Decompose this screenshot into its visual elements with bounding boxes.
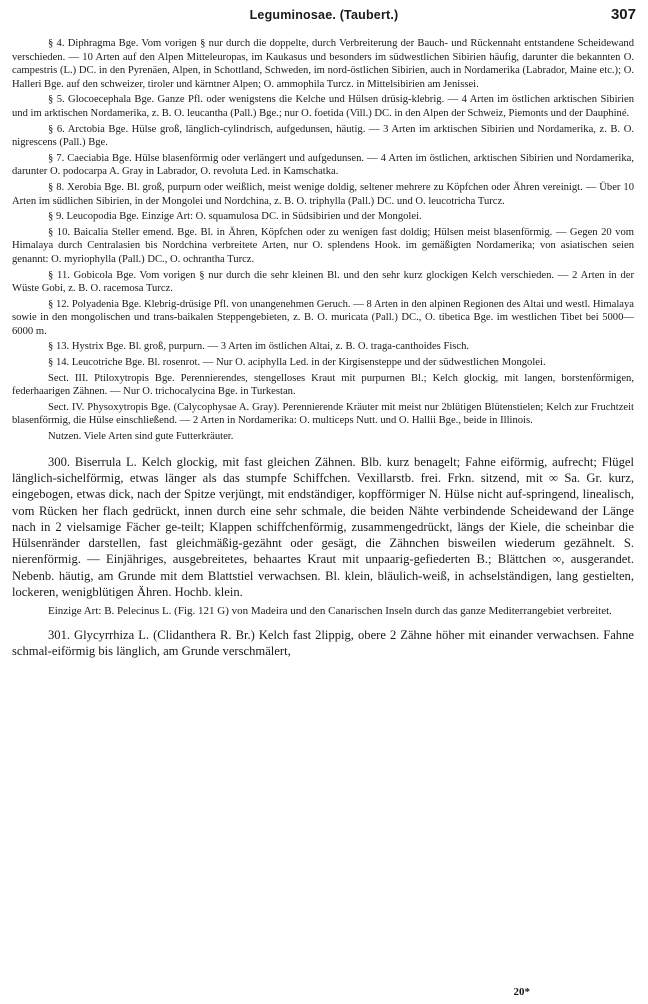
running-title: Leguminosae. (Taubert.): [249, 8, 399, 22]
genus-entry-biserrula: 300. Biserrula L. Kelch glockig, mit fast gleichen Zähnen. Blb. kurz benagelt; Fahne eiförmig, aufrecht; Flügel länglich-sichelförmig, etwas länger als das stumpfe Schiffchen. Vexillarstb. frei. Frkn. sitzend, mit ∞ Sa. Gr. kurz, eingebogen, etwas dick, nach der Spitze verjüngt, mit endständiger, kopfförmiger N. Hülse nicht auf-springend, linealisch, vom Rücken her flach gedrückt, innen durch eine sehr schmale, die beiden Nähte verbindende Scheidewand der Länge nach in 2 vielsamige Fächer ge-teilt; Klappen schiffchenförmig, zusammengedrückt, längs der Kiele, die scheinbar die Hülsenränder darstellen, fast gleichmäßig-gezähnt oder gesägt, die Zähnchen bisweilen wiederum gezähnelt. S. nierenförmig. — Einjähriges, ausgebreitetes, behaartes Kraut mit unpaarig-gefiederten B.; Blättchen ∞, ausgerandet. Nebenb. häutig, am Grunde mit dem Blattstiel verwachsen. Bl. klein, bläulich-weiß, in achselständigen, lang gestielten, lockeren, wenigblütigen Ähren. Hochb. klein.: [12, 454, 634, 599]
page-body: [12, 37, 634, 659]
paragraph-nutzen: Nutzen. Viele Arten sind gute Futterkräuter.: [48, 431, 234, 443]
paragraph-section-5: § 5. Glocoecephala Bge. Ganze Pfl. oder wenigstens die Kelche und Hülsen drüsig-klebrig. — 4 Arten im östlichen arktischen Sibirien und im arktischen Nordamerika, z. B. O. leucantha (Pall.) Bge.; nur O. foetida (Vill.) DC. in den Alpen der Schweiz, Piemonts und der Dauphiné.: [12, 94, 634, 119]
page-number: 307: [610, 6, 636, 23]
paragraph-section-4: § 4. Diphragma Bge. Vom vorigen § nur durch die doppelte, durch Verbreiterung der Bauch- und Rückennaht entstandene Scheidewand verschieden. — 10 Arten auf den Alpen Mitteleuropas, im Kaukasus und besonders im südwestlichen Sibirien häufig, darunter die bekannten O. campestris (L.) DC. in den Pyrenäen, Alpen, in Schottland, Schweden, im nord-östlichen Sibirien, auch in Nordamerika (Labrador, Maine etc.); O. Halleri Bge. auf den schweizer, tiroler und kärntner Alpen; O. ammophila Turcz. in Mittelsibirien am Jenissei.: [12, 38, 634, 90]
paragraph-section-12: § 12. Polyadenia Bge. Klebrig-drüsige Pfl. von unangenehmen Geruch. — 8 Arten in den alpinen Regionen des Altai und westl. Himalaya sowie in den mongolischen und trans-baikalen Steppengebieten, z. B. O. muricata (Pall.) DC., O. tibetica Bge. im westlichen Tibet bei 5000—6000 m.: [12, 298, 634, 337]
paragraph-section-14: § 14. Leucotriche Bge. Bl. rosenrot. — Nur O. aciphylla Led. in der Kirgisensteppe und der südwestlichen Mongolei.: [48, 357, 546, 369]
biserrula-species-note: Einzige Art: B. Pelecinus L. (Fig. 121 G) von Madeira und den Canarischen Inseln durch das ganze Mediterrangebiet verbreitet.: [48, 605, 612, 618]
paragraph-section-9: § 9. Leucopodia Bge. Einzige Art: O. squamulosa DC. in Südsibirien und der Mongolei.: [48, 211, 422, 223]
paragraph-sect-4: Sect. IV. Physoxytropis Bge. (Calycophysae A. Gray). Perennierende Kräuter mit meist nur 2blütigen Blütenstielen; Kelch zur Fruchtzeit blasenförmig, die Hülse einschließend. — 2 Arten in Nordamerika: O. multiceps Nutt. und O. Hallii Bge., beide in Illinois.: [12, 401, 634, 427]
running-header: [8, 4, 640, 26]
genus-entry-glycyrrhiza: 301. Glycyrrhiza L. (Clidanthera R. Br.) Kelch fast 2lippig, obere 2 Zähne höher mit einander verwachsen. Fahne schmal-eiförmig bis länglich, am Grunde verschmälert,: [12, 627, 634, 659]
paragraph-section-13: § 13. Hystrix Bge. Bl. groß, purpurn. — 3 Arten im östlichen Altai, z. B. O. traga-canthoides Fisch.: [48, 341, 470, 353]
paragraph-section-11: § 11. Gobicola Bge. Vom vorigen § nur durch die sehr kleinen Bl. und den sehr kurz glockigen Kelch verschieden. — 2 Arten in der Wüste Gobi, z. B. O. racemosa Turcz.: [12, 269, 634, 295]
paragraph-section-8: § 8. Xerobia Bge. Bl. groß, purpurn oder weißlich, meist wenige doldig, seltener mehrere zu Köpfchen oder Ähren vereinigt. — Über 10 Arten im südlichen Sibirien, in der Mongolei und Nordchina, z. B. O. triphylla (Pall.) DC. und O. leucotricha Turcz.: [12, 181, 634, 207]
signature-mark: 20*: [513, 986, 530, 998]
paragraph-section-6: § 6. Arctobia Bge. Hülse groß, länglich-cylindrisch, aufgedunsen, häutig. — 3 Arten im arktischen Sibirien und Nordamerika, z. B. O. nigrescens (Pall.) Bge.: [12, 123, 634, 149]
paragraph-section-7: § 7. Caeciabia Bge. Hülse blasenförmig oder verlängert und aufgedunsen. — 4 Arten im östlichen, arktischen Sibirien und Nordamerika, darunter O. podocarpa A. Gray in Labrador, O. revoluta Led. in Kamschatka.: [12, 152, 634, 178]
paragraph-section-10: § 10. Baicalia Steller emend. Bge. Bl. in Ähren, Köpfchen oder zu wenigen fast doldig; Hülsen meist blasenförmig. — Gegen 20 vom Himalaya durch Centralasien bis Nordchina verbreitete Arten, nur O. splendens Hook. im gemäßigten Nordamerika; von asiatischen seien genannt: O. myriophylla (Pall.) DC., O. ochrantha Turcz.: [12, 226, 634, 265]
paragraph-sect-3: Sect. III. Ptiloxytropis Bge. Perennierendes, stengelloses Kraut mit purpurnen Bl.; Kelch glockig, mit langen, borstenförmigen, federhaarigen Zähnen. — Nur O. trichocalycina Bge. in Turkestan.: [12, 372, 634, 398]
